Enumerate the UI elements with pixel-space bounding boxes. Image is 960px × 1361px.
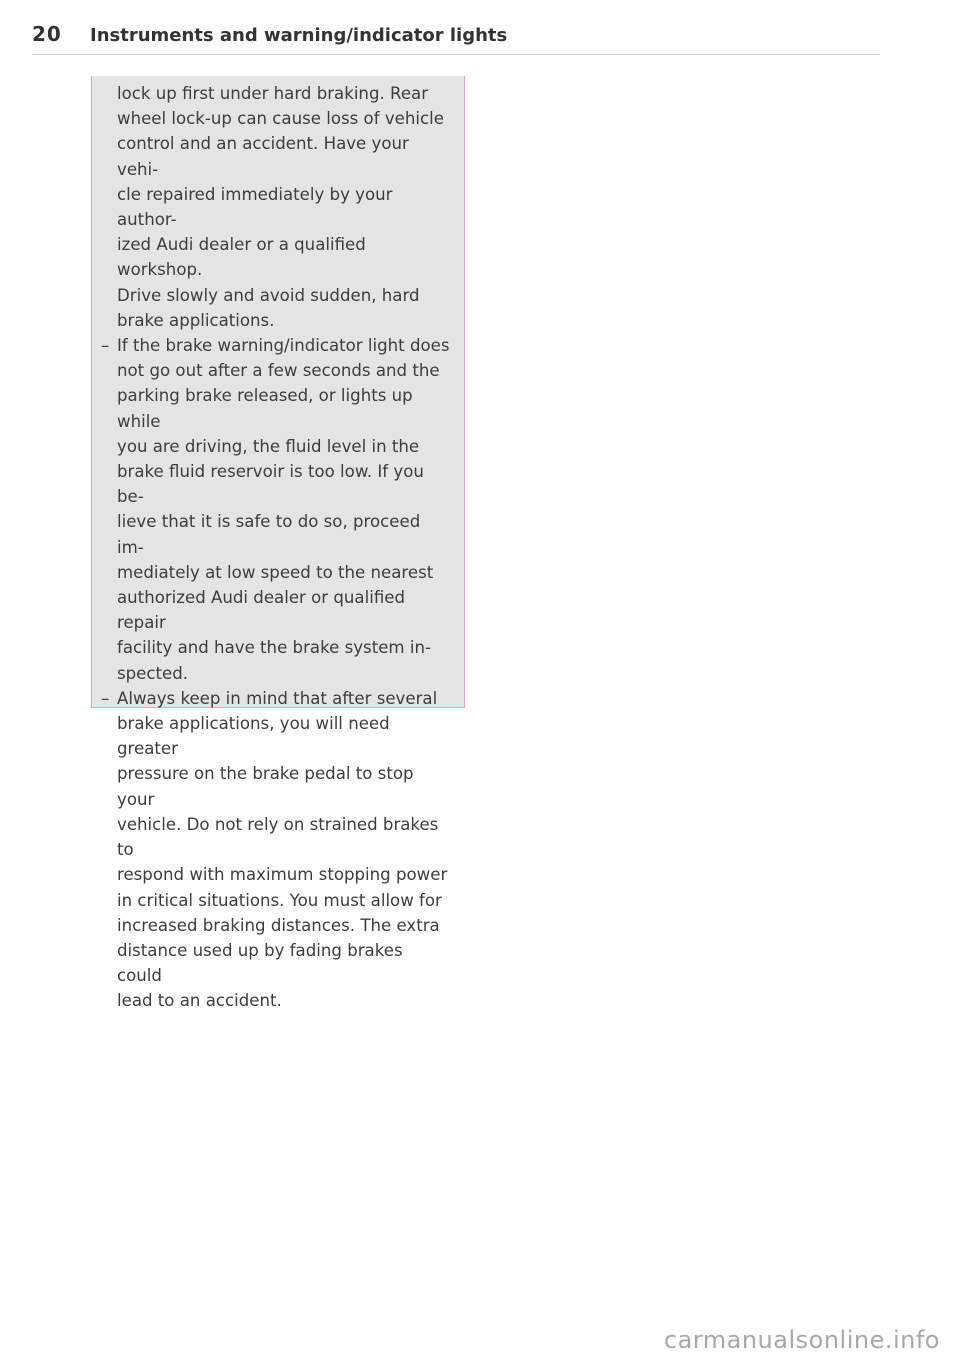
text-line: wheel lock-up can cause loss of vehicle (117, 109, 444, 129)
site-watermark: carmanualsonline.info (663, 1326, 940, 1354)
text-line: not go out after a few seconds and the (117, 361, 440, 381)
text-line: spected. (117, 663, 189, 683)
text-line: ized Audi dealer or a qualified workshop. (117, 235, 366, 280)
bullet-dash: – (101, 688, 110, 708)
text-line: lieve that it is safe to do so, proceed im- (117, 512, 421, 557)
text-line: respond with maximum stopping power (117, 865, 448, 885)
text-line: parking brake released, or lights up while (117, 386, 413, 431)
warning-bullet-brake-pressure (101, 686, 450, 1014)
text-line: mediately at low speed to the nearest (117, 562, 434, 582)
text-line: If the brake warning/indicator light does (117, 336, 450, 356)
text-line: lead to an accident. (117, 991, 282, 1011)
warning-box (91, 76, 465, 1011)
bullet-dash: – (101, 336, 110, 356)
text-line: facility and have the brake system in- (117, 638, 431, 658)
warning-bullet-brake-fluid (101, 333, 450, 686)
text-line: distance used up by fading brakes could (117, 940, 403, 986)
text-line: authorized Audi dealer or qualified repair (117, 588, 406, 633)
text-line: brake applications. (117, 310, 275, 330)
text-line: in critical situations. You must allow for (117, 890, 442, 910)
warning-continuation (117, 81, 450, 333)
text-line: pressure on the brake pedal to stop your (117, 764, 414, 809)
page-header (32, 22, 880, 55)
section-title: Instruments and warning/indicator lights (90, 25, 508, 46)
text-line: Drive slowly and avoid sudden, hard (117, 285, 420, 305)
page-number: 20 (32, 22, 62, 46)
text-line: brake applications, you will need greater (117, 714, 390, 759)
text-line: you are driving, the fluid level in the (117, 436, 420, 456)
text-line: increased braking distances. The extra (117, 915, 440, 935)
text-line: Always keep in mind that after several (117, 688, 438, 708)
text-line: vehicle. Do not rely on strained brakes to (117, 814, 439, 860)
text-line: lock up first under hard braking. Rear (117, 84, 429, 103)
text-line: cle repaired immediately by your author- (117, 184, 393, 230)
text-line: control and an accident. Have your vehi- (117, 134, 409, 179)
text-line: brake fluid reservoir is too low. If you be- (117, 462, 424, 507)
